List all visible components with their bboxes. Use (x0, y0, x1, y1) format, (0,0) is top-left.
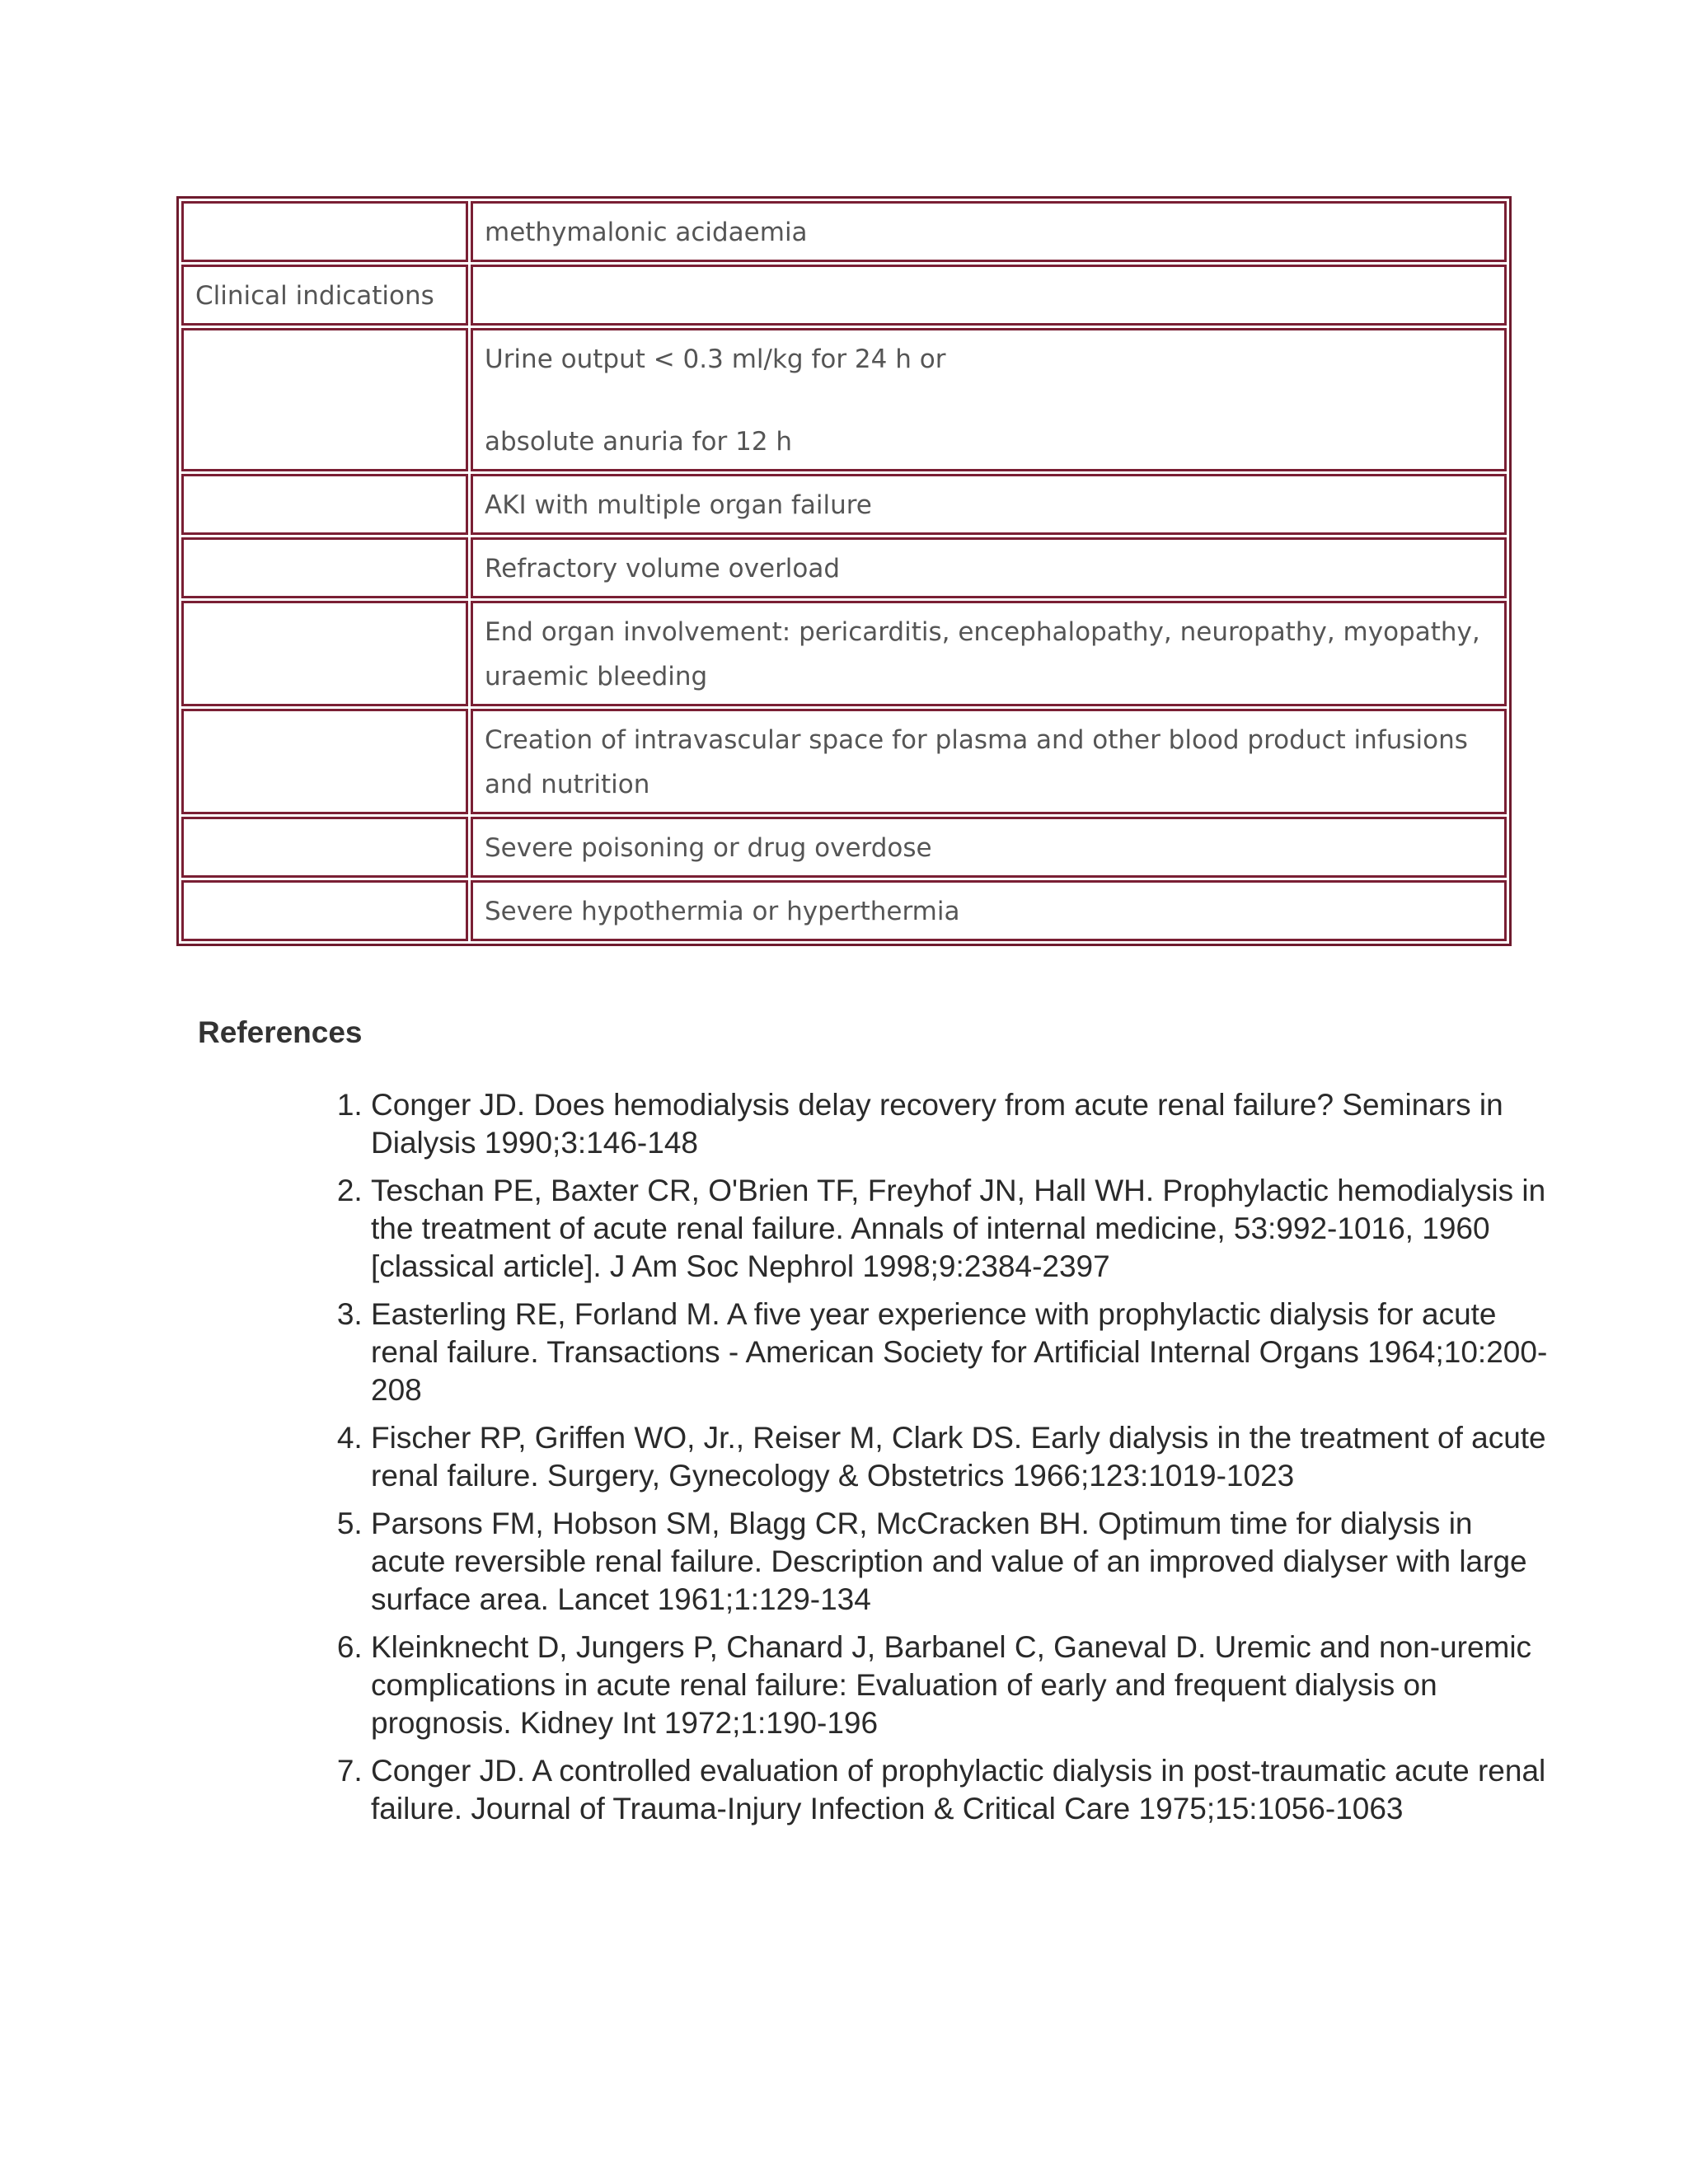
table-row (181, 537, 1507, 598)
table-cell-label (181, 474, 468, 535)
reference-item: 3. Easterling RE, Forland M. A five year experience with prophylactic dialysis for acute renal failure. Transactions - American Society for Artificial Internal Organs 1964;10:200-208 (371, 1296, 1550, 1409)
table-cell-label (181, 817, 468, 878)
cell-line: Urine output < 0.3 ml/kg for 24 h or (485, 344, 946, 374)
table-cell-label: Clinical indications (181, 265, 468, 326)
table-cell-label (181, 880, 468, 941)
cell-line: Severe hypothermia or hyperthermia (485, 897, 960, 926)
reference-item: 2. Teschan PE, Baxter CR, O'Brien TF, Freyhof JN, Hall WH. Prophylactic hemodialysis in the treatment of acute renal failure. Annals of internal medicine, 53:992-1016, 1960 [classical article]. J Am Soc Nephrol 1998;9:2384-2397 (371, 1172, 1550, 1286)
table-row (181, 265, 1507, 326)
table-row (181, 601, 1507, 706)
table-cell-label (181, 601, 468, 706)
table-cell-label (181, 537, 468, 598)
reference-item: 7. Conger JD. A controlled evaluation of prophylactic dialysis in post-traumatic acute renal failure. Journal of Trauma-Injury Infection & Critical Care 1975;15:1056-1063 (371, 1752, 1550, 1828)
table-row (181, 817, 1507, 878)
cell-line: Creation of intravascular space for plasma and other blood product infusions and nutrition (485, 725, 1468, 799)
table-cell-value (471, 265, 1507, 326)
reference-item: 6. Kleinknecht D, Jungers P, Chanard J, Barbanel C, Ganeval D. Uremic and non-uremic complications in acute renal failure: Evaluation of early and frequent dialysis on prognosis. Kidney Int 1972;1:190-196 (371, 1629, 1550, 1742)
table-cell-value (471, 201, 1507, 262)
table-row (181, 201, 1507, 262)
references-heading: References (198, 1015, 363, 1049)
table-row (181, 880, 1507, 941)
reference-item: 5. Parsons FM, Hobson SM, Blagg CR, McCracken BH. Optimum time for dialysis in acute reversible renal failure. Description and value of an improved dialyser with large surface area. Lancet 1961;1:129-134 (371, 1505, 1550, 1619)
reference-item: 4. Fischer RP, Griffen WO, Jr., Reiser M, Clark DS. Early dialysis in the treatment of acute renal failure. Surgery, Gynecology & Obstetrics 1966;123:1019-1023 (371, 1419, 1550, 1495)
table-cell-value (471, 601, 1507, 706)
table-row (181, 709, 1507, 814)
cell-line-gap (485, 382, 1493, 419)
references-list (313, 1086, 1550, 1838)
table-cell-value (471, 709, 1507, 814)
table-cell-value (471, 328, 1507, 471)
cell-line: End organ involvement: pericarditis, encephalopathy, neuropathy, myopathy, uraemic bleeding (485, 617, 1480, 691)
cell-line: AKI with multiple organ failure (485, 490, 872, 520)
cell-line: methymalonic acidaemia (485, 218, 808, 247)
cell-line: absolute anuria for 12 h (485, 427, 793, 457)
cell-line: Severe poisoning or drug overdose (485, 833, 932, 863)
table-cell-value (471, 817, 1507, 878)
cell-line: Refractory volume overload (485, 554, 841, 583)
table-cell-label (181, 201, 468, 262)
reference-item: 1. Conger JD. Does hemodialysis delay recovery from acute renal failure? Seminars in Dialysis 1990;3:146-148 (371, 1086, 1550, 1162)
table-cell-label (181, 709, 468, 814)
table-row (181, 474, 1507, 535)
indications-table-container (176, 196, 1512, 946)
table-cell-value (471, 880, 1507, 941)
table-cell-value (471, 537, 1507, 598)
table-cell-label (181, 328, 468, 471)
indications-table (176, 196, 1512, 946)
table-cell-value (471, 474, 1507, 535)
table-row (181, 328, 1507, 471)
